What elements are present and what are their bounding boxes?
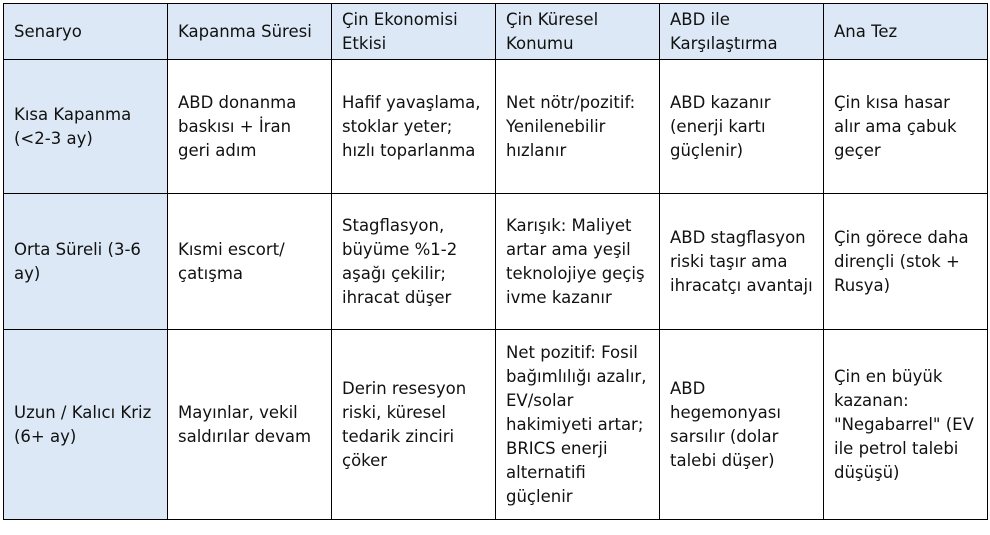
cell-scenario: Orta Süreli (3-6 ay) <box>4 194 168 330</box>
scenario-table <box>3 3 988 520</box>
cell-vs-usa: ABD hegemonyası sarsılır (dolar talebi düşer) <box>660 330 824 520</box>
cell-china-global: Karışık: Maliyet artar ama yeşil teknolojiye geçiş ivme kazanır <box>496 194 660 330</box>
header-thesis: Ana Tez <box>824 4 988 60</box>
cell-duration: Mayınlar, vekil saldırılar devam <box>168 330 332 520</box>
cell-china-economy: Stagflasyon, büyüme %1-2 aşağı çekilir; ihracat düşer <box>332 194 496 330</box>
table-row <box>4 194 988 330</box>
header-china-global: Çin Küresel Konumu <box>496 4 660 60</box>
cell-vs-usa: ABD kazanır (enerji kartı güçlenir) <box>660 60 824 194</box>
cell-china-economy: Derin resesyon riski, küresel tedarik zinciri çöker <box>332 330 496 520</box>
header-vs-usa: ABD ile Karşılaştırma <box>660 4 824 60</box>
table-row <box>4 330 988 520</box>
header-scenario: Senaryo <box>4 4 168 60</box>
cell-china-economy: Hafif yavaşlama, stoklar yeter; hızlı toparlanma <box>332 60 496 194</box>
cell-scenario: Uzun / Kalıcı Kriz (6+ ay) <box>4 330 168 520</box>
cell-thesis: Çin kısa hasar alır ama çabuk geçer <box>824 60 988 194</box>
cell-thesis: Çin görece daha dirençli (stok + Rusya) <box>824 194 988 330</box>
header-duration: Kapanma Süresi <box>168 4 332 60</box>
cell-thesis: Çin en büyük kazanan: "Negabarrel" (EV ile petrol talebi düşüşü) <box>824 330 988 520</box>
scenario-table-wrapper <box>3 3 988 520</box>
cell-duration: Kısmi escort/çatışma <box>168 194 332 330</box>
header-china-economy: Çin Ekonomisi Etkisi <box>332 4 496 60</box>
cell-duration: ABD donanma baskısı + İran geri adım <box>168 60 332 194</box>
table-row <box>4 60 988 194</box>
cell-china-global: Net nötr/pozitif: Yenilenebilir hızlanır <box>496 60 660 194</box>
table-header-row <box>4 4 988 60</box>
cell-scenario: Kısa Kapanma (<2-3 ay) <box>4 60 168 194</box>
cell-china-global: Net pozitif: Fosil bağımlılığı azalır, EV/solar hakimiyeti artar; BRICS enerji alternatifi güçlenir <box>496 330 660 520</box>
cell-vs-usa: ABD stagflasyon riski taşır ama ihracatçı avantajı <box>660 194 824 330</box>
